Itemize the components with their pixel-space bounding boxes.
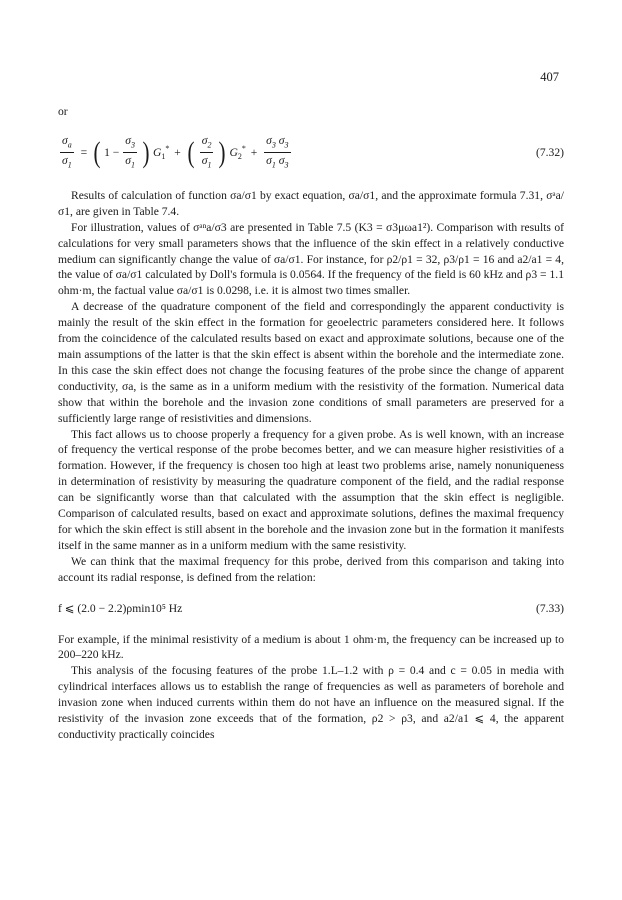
equation-7-33-number: (7.33) (535, 601, 564, 615)
paragraph-1: Results of calculation of function σa/σ1 by exact equation, σa/σ1, and the approximate formula 7.31, σᵃa/σ1, are given in Table 7.4. (58, 188, 564, 218)
page-number: 407 (540, 70, 559, 84)
paragraph-2: For illustration, values of σᵃⁿa/σ3 are presented in Table 7.5 (K3 = σ3μωa1²). Comparison with results of calculations for very small parameters shows that the influence of the skin effect in a relatively conductive medium can significantly change the value of σa/σ1. For instance, for ρ2/ρ1 = 32, ρ3/ρ1 = 16 and a2/a1 = 4, the value of σa/σ1 calculated by Doll's formula is 0.0564. If the frequency of the field is 60 kHz and ρ3 = 1.1 ohm·m, the factual value σa/σ1 is 0.0298, i.e. it is almost two times smaller. (58, 220, 564, 298)
equation-7-32 (58, 128, 564, 178)
paragraph-4: This fact allows us to choose properly a frequency for a given probe. As is well known, with an increase of frequency the vertical response of the probe becomes better, and we can measure higher resistivities of a formation. However, if the frequency is chosen too high at least two problems arise, namely nonuniqueness in determination of resistivity by measuring the quadrature component of the field, and the radial response can be significantly worse than that calculated with the assumption that the skin effect is negligible. Comparison of calculated results, based on exact and approximate solutions, defines the maximal frequency for which the skin effect is still absent in the borehole and the invasion zone but in the formation it manifests itself in the same manner as in a uniform medium with the same resistivity. (58, 427, 564, 552)
paragraph-5: We can think that the maximal frequency for this probe, derived from this comparison and taking into account its radial response, is defined from the relation: (58, 554, 564, 584)
paragraph-7: This analysis of the focusing features of the probe 1.L–1.2 with ρ = 0.4 and c = 0.05 in media with cylindrical interfaces allows us to establish the range of frequencies as well as parameters of borehole and invasion zone when induced currents within them do not have an influence on the measured signal. If the resistivity of the invasion zone exceeds that of the formation, ρ2 > ρ3, and a2/a1 ⩽ 4, the apparent conductivity practically coincides (58, 664, 564, 741)
paragraph-3: A decrease of the quadrature component of the field and correspondingly the apparent conductivity is mainly the result of the skin effect in the formation for geoelectric parameters considered here. It follows from the coincidence of the calculated results based on exact and approximate solutions, because one of the main assumptions of the latter is that the skin effect is absent within the borehole and the intermediate zone. In this case the skin effect does not change the focusing features of the probe since the change of apparent conductivity, σa, is the same as in a uniform medium with the resistivity of the formation. Numerical data show that within the borehole and the invasion zone conditions of small parameters are preserved for a sufficiently large range of resistivities and dimensions. (58, 300, 564, 425)
or-word: or (58, 105, 68, 118)
equation-7-33-formula: f ⩽ (2.0 − 2.2)ρmin10⁵ Hz (58, 601, 183, 615)
equation-7-33 (58, 600, 564, 618)
page-content (58, 104, 564, 743)
equation-7-32-formula: $\frac{\sigma_a}{\sigma_1}$ = ( 1 − $\frac{\sigma_3}{\sigma_1}$ ) $G_1^*$ + ( $\frac{\sigma_2}{\sigma_1}$ ) $G_2^*$ + $\frac{\sigma_3 \sigma_3}{\sigma_1 \sigma_3}$ (62, 134, 289, 170)
equation-7-32-number: (7.32) (535, 145, 564, 159)
paragraph-6: For example, if the minimal resistivity of a medium is about 1 ohm·m, the frequency can be increased up to 200–220 kHz. (58, 632, 564, 662)
